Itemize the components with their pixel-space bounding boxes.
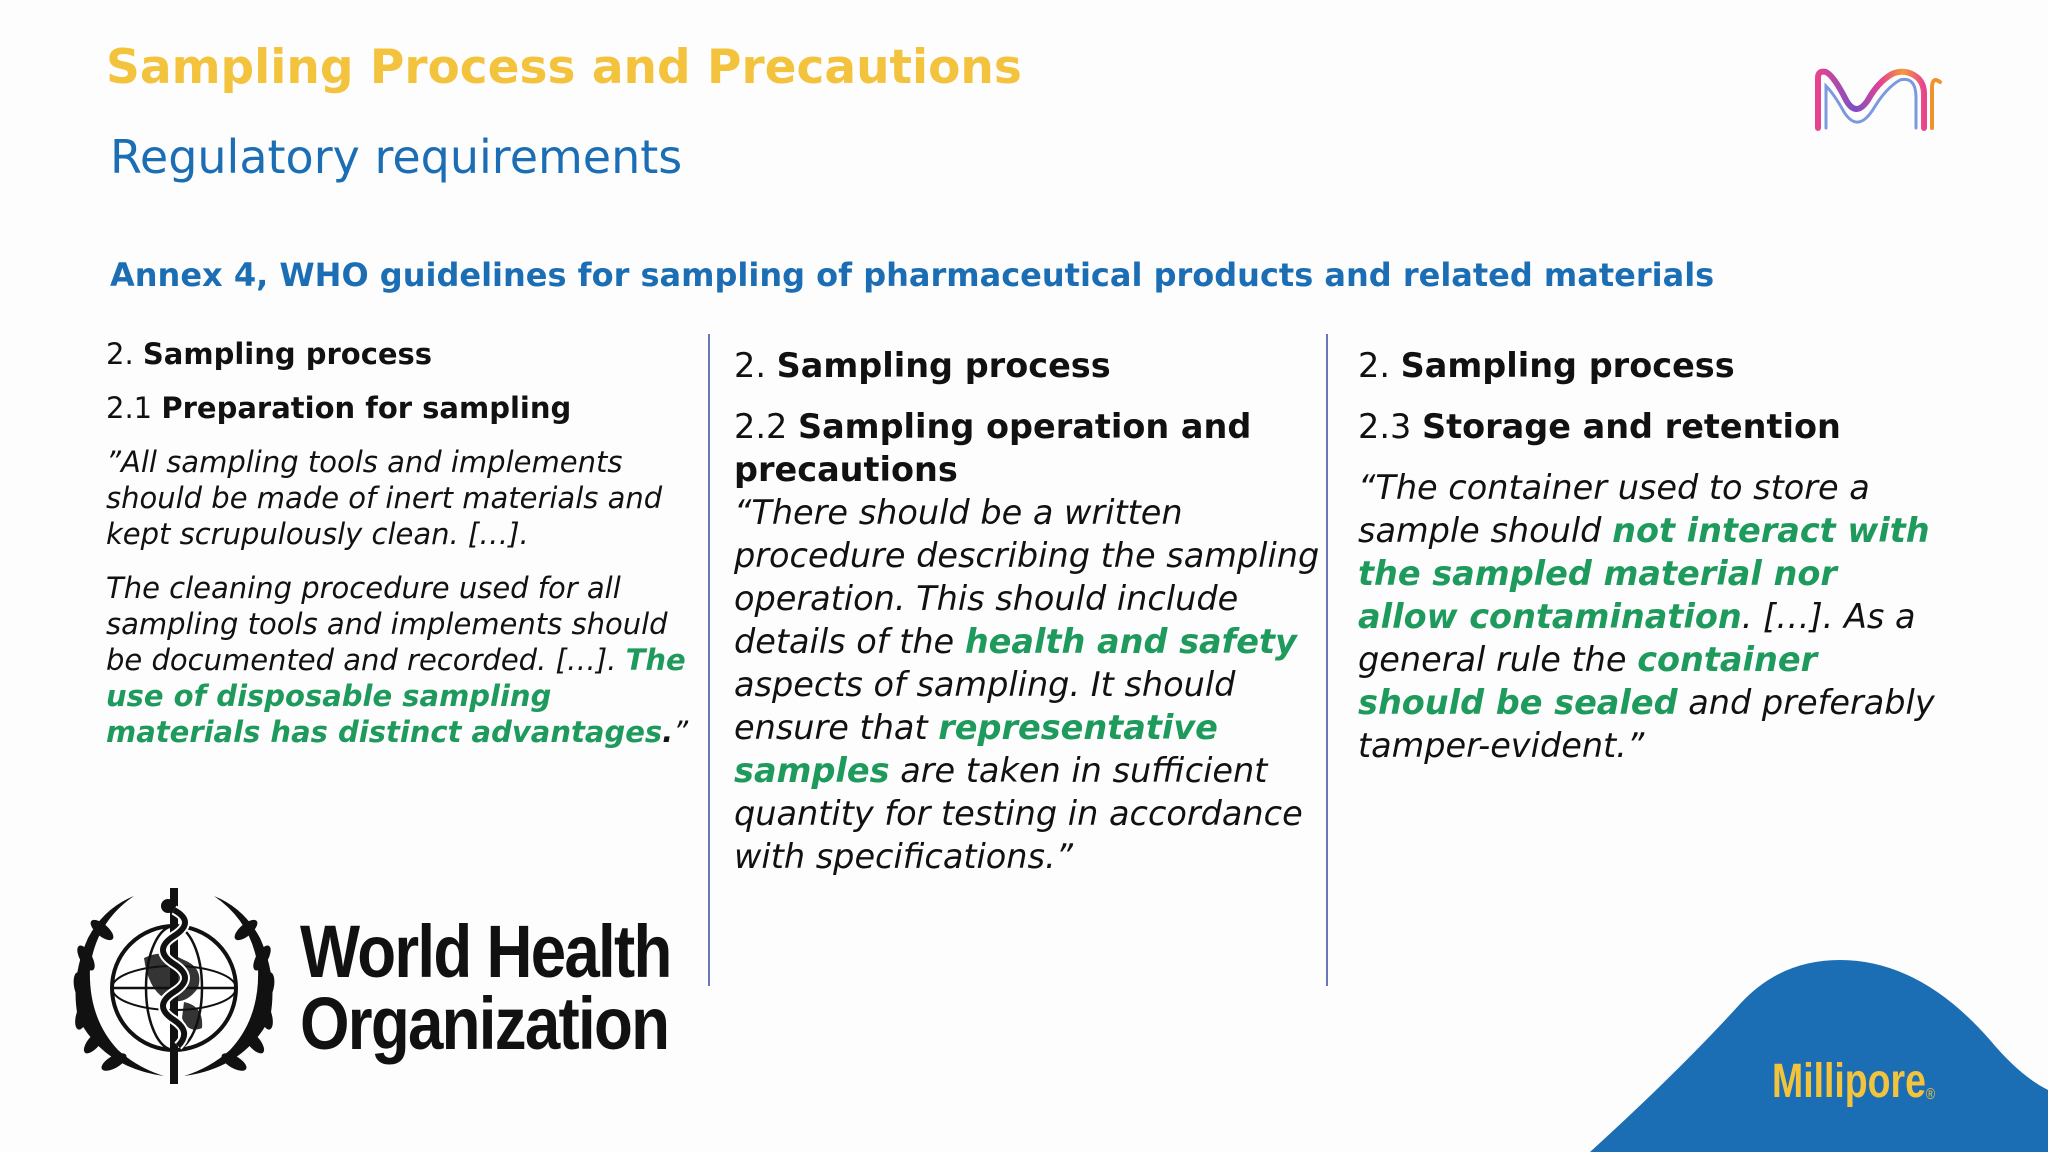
annex-heading: Annex 4, WHO guidelines for sampling of pharmaceutical products and related materials xyxy=(110,256,1715,294)
slide-title: Sampling Process and Precautions xyxy=(106,40,1022,95)
quote-paragraph: ”All sampling tools and implements should be made of inert materials and kept scrupulously clean. […]. xyxy=(106,445,663,551)
section-2-2 xyxy=(734,344,1324,878)
highlight-text: not interact with the sampled material nor allow contamination xyxy=(1358,511,1930,636)
section-2-3 xyxy=(1358,344,1948,767)
merck-m-logo-icon xyxy=(1812,64,1944,134)
subsection-heading: 2.1 Preparation for sampling xyxy=(106,391,572,425)
section-heading: 2. Sampling process xyxy=(734,346,1111,385)
subsection-heading: 2.3 Storage and retention xyxy=(1358,407,1841,446)
quote-paragraph: “The container used to store a sample should not interact with the sampled material nor allow contamination. […]. As a general rule the container should be sealed and preferably tamper-evident.” xyxy=(1358,468,1935,765)
quote-paragraph: “There should be a written procedure describing the sampling operation. This should include details of the health and safety aspects of sampling. It should ensure that representative samples are taken in sufficient quantity for testing in accordance with specifications.” xyxy=(734,493,1320,876)
column-divider xyxy=(1326,334,1328,986)
section-heading: 2. Sampling process xyxy=(106,337,433,371)
highlight-text: container should be sealed xyxy=(1358,640,1818,722)
slide-subtitle: Regulatory requirements xyxy=(110,130,683,184)
subsection-heading: 2.2 Sampling operation and precautions xyxy=(734,407,1252,489)
who-wordmark: World Health Organization xyxy=(300,910,671,1065)
section-heading: 2. Sampling process xyxy=(1358,346,1735,385)
section-2-1 xyxy=(106,336,706,750)
highlight-text: representative samples xyxy=(734,708,1218,790)
column-divider xyxy=(708,334,710,986)
highlight-text: health and safety xyxy=(964,622,1297,661)
millipore-logo: Millipore® xyxy=(1772,1055,1936,1108)
highlight-text: The use of disposable sampling materials has distinct advantages xyxy=(106,643,686,749)
quote-paragraph: The cleaning procedure used for all sampling tools and implements should be documented and recorded. […]. The use of disposable sampling materials has distinct advantages.” xyxy=(106,571,689,749)
